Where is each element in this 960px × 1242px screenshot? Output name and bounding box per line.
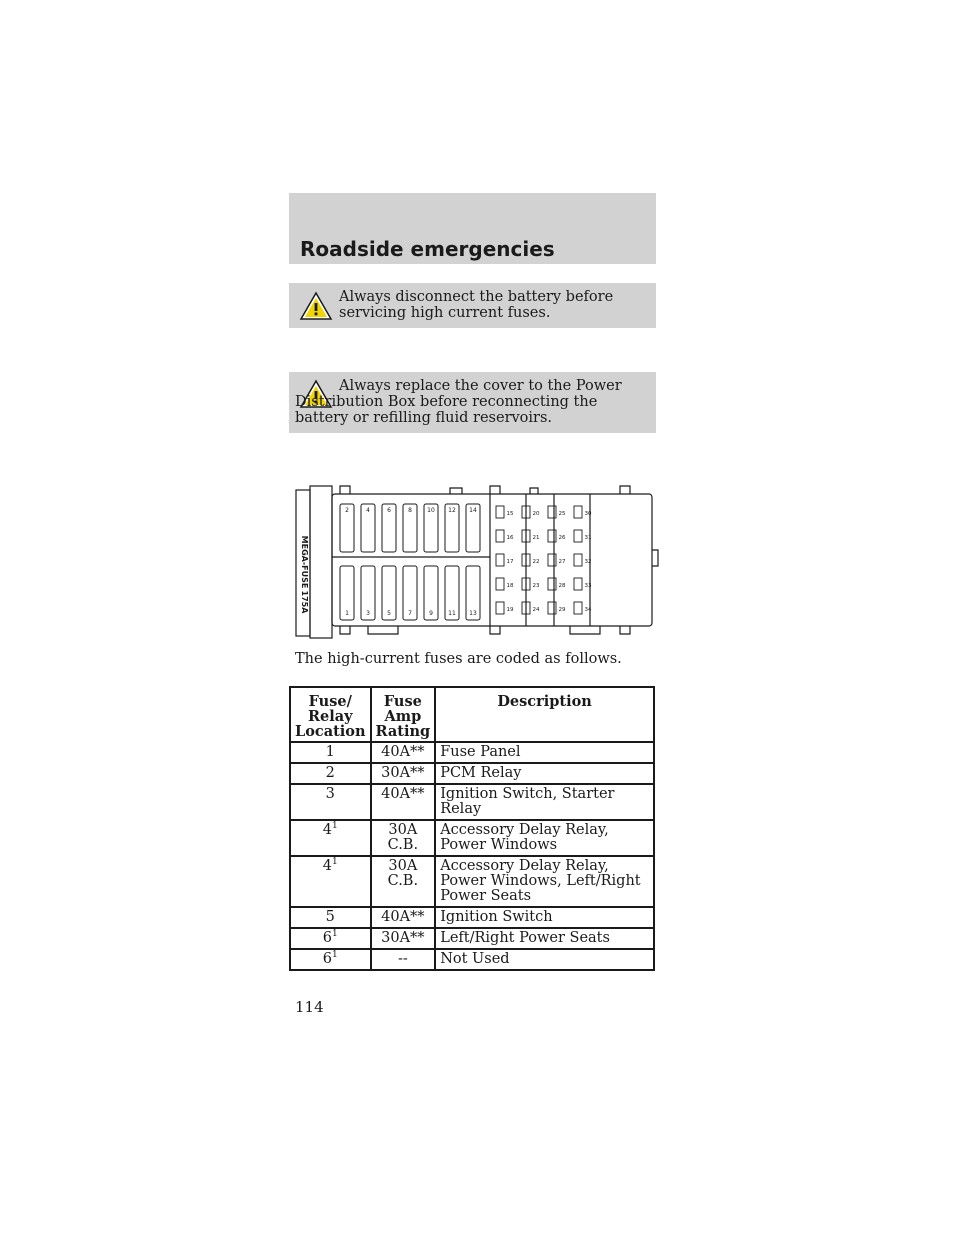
table-row bbox=[290, 820, 654, 856]
mini-fuse-slot bbox=[548, 506, 556, 518]
warning-text: Always replace the cover to the Power Distribution Box before reconnecting the battery or refilling fluid reservoirs. bbox=[295, 378, 622, 426]
cell-location: 1 bbox=[290, 742, 371, 763]
mega-fuse-label: MEGA-FUSE bbox=[300, 535, 309, 589]
fuse-slot-label: 2 bbox=[345, 507, 349, 514]
mega-fuse-rating: 175A bbox=[300, 590, 309, 614]
mini-fuse-label: 17 bbox=[506, 559, 514, 565]
fuse-slot-label: 13 bbox=[469, 610, 477, 617]
page-number: 114 bbox=[295, 998, 324, 1016]
mini-fuse-slot bbox=[548, 554, 556, 566]
mini-fuse-label: 27 bbox=[558, 559, 566, 565]
cell-location: $6^1$ bbox=[290, 949, 371, 970]
mini-fuse-label: 18 bbox=[506, 583, 514, 589]
warning-box-battery bbox=[289, 283, 656, 328]
caption: The high-current fuses are coded as follows. bbox=[295, 651, 622, 667]
fuse-slot-label: 12 bbox=[448, 507, 456, 514]
mini-fuse-label: 30 bbox=[584, 511, 592, 517]
mini-fuse-slot bbox=[548, 602, 556, 614]
mini-fuse-label: 22 bbox=[532, 559, 540, 565]
fuse-slot-label: 8 bbox=[408, 507, 412, 514]
cell-rating: 40A** bbox=[371, 907, 436, 928]
fuse-slot-label: 6 bbox=[387, 507, 391, 514]
table-row bbox=[290, 928, 654, 949]
table-header-row bbox=[290, 687, 654, 742]
fuse-slot-label: 3 bbox=[366, 610, 370, 617]
mini-fuse-label: 20 bbox=[532, 511, 540, 517]
power-distribution-box-diagram bbox=[290, 482, 660, 642]
mini-fuse-label: 16 bbox=[506, 535, 514, 541]
fuse-slot-label: 7 bbox=[408, 610, 412, 617]
mini-fuse-slot bbox=[574, 602, 582, 614]
cell-location: 5 bbox=[290, 907, 371, 928]
cell-rating: 40A** bbox=[371, 784, 436, 820]
box-outline bbox=[332, 494, 652, 626]
fuse-slot-label: 1 bbox=[345, 610, 349, 617]
cell-description: Left/Right Power Seats bbox=[435, 928, 654, 949]
mini-fuse-label: 23 bbox=[532, 583, 540, 589]
cell-rating: -- bbox=[371, 949, 436, 970]
mini-fuse-slot bbox=[496, 506, 504, 518]
fuse-slot-label: 10 bbox=[427, 507, 435, 514]
table-row bbox=[290, 907, 654, 928]
table-row bbox=[290, 784, 654, 820]
mini-fuse-slot bbox=[496, 578, 504, 590]
warning-text: Always disconnect the battery before servicing high current fuses. bbox=[339, 289, 614, 321]
column-header-rating: Fuse Amp Rating bbox=[371, 687, 436, 742]
cell-location: $6^1$ bbox=[290, 928, 371, 949]
mini-fuse-slot bbox=[574, 554, 582, 566]
cell-description: Accessory Delay Relay, Power Windows bbox=[435, 820, 654, 856]
mega-fuse-cover bbox=[310, 486, 332, 638]
mini-fuse-label: 24 bbox=[532, 607, 540, 613]
mini-fuse-label: 29 bbox=[558, 607, 566, 613]
column-header-location: Fuse/ Relay Location bbox=[290, 687, 371, 742]
mini-fuse-slot bbox=[548, 578, 556, 590]
mini-fuse-slot bbox=[574, 578, 582, 590]
table-row bbox=[290, 856, 654, 907]
mini-fuse-label: 34 bbox=[584, 607, 592, 613]
fuse-slot-label: 9 bbox=[429, 610, 433, 617]
mini-fuse-label: 32 bbox=[584, 559, 592, 565]
cell-rating: 40A** bbox=[371, 742, 436, 763]
table-row bbox=[290, 949, 654, 970]
mini-fuse-slot bbox=[496, 602, 504, 614]
mini-fuse-label: 15 bbox=[506, 511, 514, 517]
fuse-table bbox=[289, 686, 655, 971]
cell-description: Fuse Panel bbox=[435, 742, 654, 763]
fuse-slot-label: 14 bbox=[469, 507, 477, 514]
cell-description: Ignition Switch bbox=[435, 907, 654, 928]
mini-fuse-label: 21 bbox=[532, 535, 540, 541]
cell-rating: 30A** bbox=[371, 763, 436, 784]
cell-description: Accessory Delay Relay, Power Windows, Left/Right Power Seats bbox=[435, 856, 654, 907]
cell-description: Ignition Switch, Starter Relay bbox=[435, 784, 654, 820]
cell-location: $4^1$ bbox=[290, 820, 371, 856]
table-row bbox=[290, 763, 654, 784]
mini-fuse-slot bbox=[548, 530, 556, 542]
mini-fuse-label: 19 bbox=[506, 607, 514, 613]
cell-description: PCM Relay bbox=[435, 763, 654, 784]
mini-fuse-slot bbox=[574, 506, 582, 518]
cell-location: $4^1$ bbox=[290, 856, 371, 907]
mini-fuse-slot bbox=[496, 554, 504, 566]
cell-rating: 30A C.B. bbox=[371, 820, 436, 856]
cell-rating: 30A** bbox=[371, 928, 436, 949]
mini-fuse-label: 33 bbox=[584, 583, 592, 589]
cell-location: 2 bbox=[290, 763, 371, 784]
cell-location: 3 bbox=[290, 784, 371, 820]
section-title: Roadside emergencies bbox=[300, 237, 555, 261]
mini-fuse-slot bbox=[574, 530, 582, 542]
mini-fuse-label: 25 bbox=[558, 511, 566, 517]
fuse-slot-label: 5 bbox=[387, 610, 391, 617]
column-header-description: Description bbox=[435, 687, 654, 742]
mini-fuse-label: 31 bbox=[584, 535, 592, 541]
warning-triangle-icon bbox=[299, 291, 333, 321]
warning-box-cover bbox=[289, 372, 656, 433]
mini-fuse-label: 26 bbox=[558, 535, 566, 541]
fuse-slot-label: 11 bbox=[448, 610, 456, 617]
cell-rating: 30A C.B. bbox=[371, 856, 436, 907]
cell-description: Not Used bbox=[435, 949, 654, 970]
mini-fuse-slot bbox=[496, 530, 504, 542]
table-row bbox=[290, 742, 654, 763]
mini-fuse-label: 28 bbox=[558, 583, 566, 589]
fuse-slot-label: 4 bbox=[366, 507, 370, 514]
